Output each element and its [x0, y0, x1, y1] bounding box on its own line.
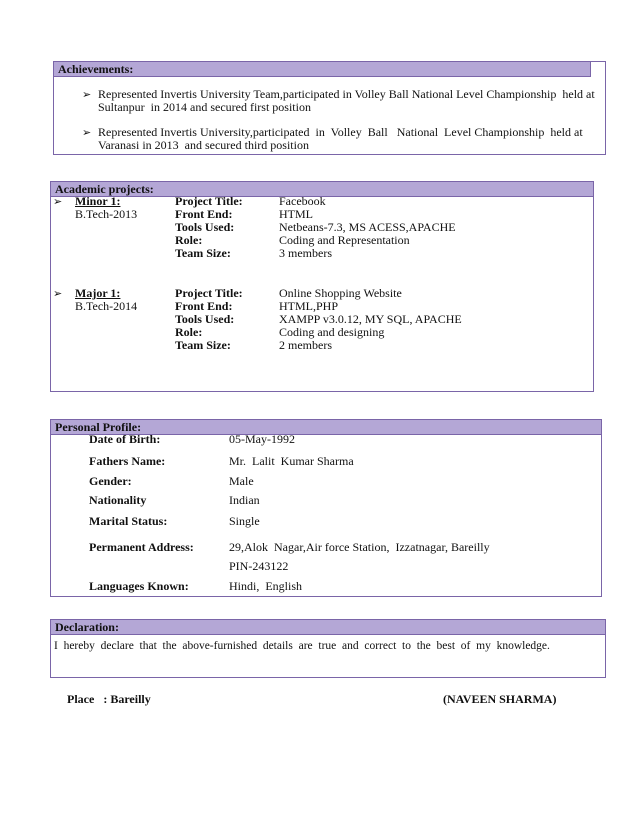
field-value: Netbeans-7.3, MS ACESS,APACHE: [279, 220, 456, 234]
achievement-line: Sultanpur in 2014 and secured first position: [98, 100, 311, 114]
achievements-header: Achievements:: [54, 62, 591, 77]
profile-value: Male: [229, 474, 254, 488]
field-label: Team Size:: [175, 338, 231, 352]
bullet-arrow-icon: ➢: [82, 89, 92, 101]
achievement-line: Represented Invertis University,participated in Volley Ball National Level Championship held at: [98, 125, 583, 139]
profile-label: Gender:: [89, 474, 132, 488]
signature-name: (NAVEEN SHARMA): [443, 692, 557, 706]
field-value: Coding and Representation: [279, 233, 410, 247]
field-label: Team Size:: [175, 246, 231, 260]
achievement-line: Represented Invertis University Team,participated in Volley Ball National Level Championship held at: [98, 87, 595, 101]
field-label: Role:: [175, 325, 203, 339]
field-value: Online Shopping Website: [279, 286, 402, 300]
profile-label: Fathers Name:: [89, 454, 166, 468]
profile-label: Languages Known:: [89, 579, 189, 593]
bullet-arrow-icon: ➢: [53, 196, 63, 208]
project-year: B.Tech-2014: [75, 299, 138, 313]
declaration-text: I hereby declare that the above-furnished details are true and correct to the best of my knowledge.: [54, 640, 550, 652]
achievement-line: Varanasi in 2013 and secured third position: [98, 138, 309, 152]
field-label: Project Title:: [175, 194, 243, 208]
profile-label: Date of Birth:: [89, 432, 161, 446]
field-value: 2 members: [279, 338, 332, 352]
field-value: HTML,PHP: [279, 299, 339, 313]
place-label: Place : Bareilly: [67, 692, 151, 706]
project-title: Minor 1:: [75, 194, 121, 208]
bullet-arrow-icon: ➢: [53, 288, 63, 300]
profile-value: 05-May-1992: [229, 432, 295, 446]
project-year: B.Tech-2013: [75, 207, 138, 221]
academic-header: Academic projects:: [51, 182, 593, 197]
field-label: Tools Used:: [175, 220, 235, 234]
field-value: XAMPP v3.0.12, MY SQL, APACHE: [279, 312, 462, 326]
personal-profile-header: Personal Profile:: [51, 420, 601, 435]
profile-label: Permanent Address:: [89, 540, 194, 554]
field-label: Front End:: [175, 299, 233, 313]
achievement-item: [82, 88, 602, 114]
bullet-arrow-icon: ➢: [82, 127, 92, 139]
profile-value: Indian: [229, 493, 260, 507]
declaration-header: Declaration:: [51, 620, 605, 635]
profile-value: 29,Alok Nagar,Air force Station, Izzatnagar, Bareilly: [229, 540, 490, 554]
field-label: Front End:: [175, 207, 233, 221]
profile-value: PIN-243122: [229, 559, 289, 573]
profile-value: Mr. Lalit Kumar Sharma: [229, 454, 354, 468]
field-value: Coding and designing: [279, 325, 385, 339]
profile-label: Marital Status:: [89, 514, 168, 528]
profile-value: Hindi, English: [229, 579, 303, 593]
profile-label: Nationality: [89, 493, 147, 507]
field-value: 3 members: [279, 246, 332, 260]
project-title: Major 1:: [75, 286, 121, 300]
field-value: Facebook: [279, 194, 326, 208]
achievement-item: [82, 126, 602, 152]
profile-value: Single: [229, 514, 260, 528]
field-label: Role:: [175, 233, 203, 247]
field-label: Tools Used:: [175, 312, 235, 326]
field-label: Project Title:: [175, 286, 243, 300]
field-value: HTML: [279, 207, 313, 221]
